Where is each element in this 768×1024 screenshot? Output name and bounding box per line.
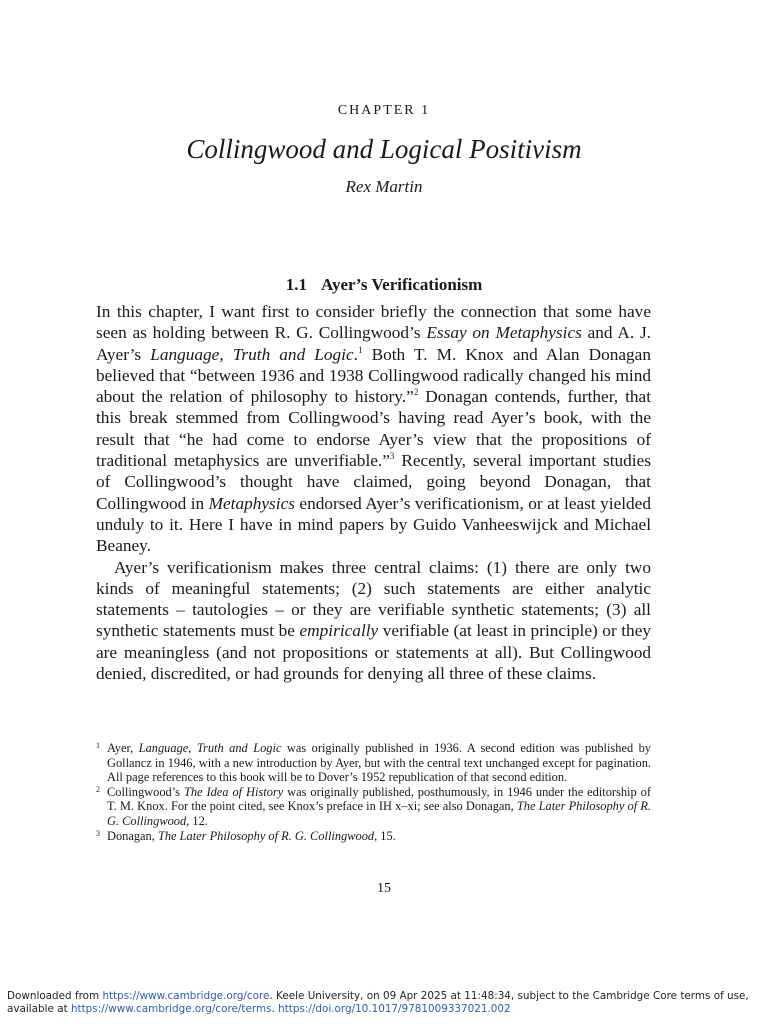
italic-title: The Idea of History xyxy=(183,784,284,799)
download-notice-line-1 xyxy=(7,990,767,1003)
footnote-ref-2[interactable]: 2 xyxy=(413,387,419,398)
footnote-2 xyxy=(96,785,651,829)
italic-title: Language, Truth and Logic xyxy=(138,741,282,755)
footnote-text: Collingwood’s xyxy=(107,784,184,799)
footnote-3 xyxy=(96,829,651,844)
download-notice xyxy=(7,990,767,1016)
footnote-text: , 12. xyxy=(186,813,208,828)
paragraph-text: endorsed Ayer’s verificationism, or at least yielded unduly to it. Here I have in mind papers by Guido Vanheeswijck and Michael Beaney. xyxy=(96,493,651,556)
paragraph-text: Recently, several important studies of Collingwood’s thought have claimed, going beyond Donagan, that Collingwood in xyxy=(96,451,651,513)
chapter-author: Rex Martin xyxy=(345,177,423,196)
paragraph-text: and A. J. Ayer’s xyxy=(96,323,651,364)
footnote-mark: 1 xyxy=(96,741,100,750)
italic-title: Metaphysics xyxy=(208,493,295,513)
footnote-text: Ayer, xyxy=(107,741,139,755)
section-title: Ayer’s Verificationism xyxy=(320,275,483,294)
footnote-text: , 15. xyxy=(374,828,396,843)
italic-title: Language, Truth and Logic xyxy=(150,344,354,364)
paragraph-text: Both T. M. Knox and Alan Donagan believed that “between 1936 and 1938 Collingwood radically changed his mind about the relation of philosophy to history.” xyxy=(96,344,651,407)
italic-title: Essay on Metaphysics xyxy=(426,323,582,343)
body-text xyxy=(96,301,651,684)
paragraph-text: Donagan contends, further, that this break stemmed from Collingwood’s having read Ayer’s book, with the result that “he had come to endorse Ayer’s view that the propositions of traditional metaphysics are unverifiable.” xyxy=(96,387,651,471)
italic-emphasis: empirically xyxy=(299,621,379,641)
italic-title: The Later Philosophy of R. G. Collingwood xyxy=(157,828,375,843)
paragraph-1 xyxy=(96,301,651,557)
paragraph-text: . xyxy=(353,344,358,364)
terms-link[interactable]: https://www.cambridge.org/core/terms xyxy=(70,1003,272,1015)
notice-text: available at xyxy=(7,1003,71,1015)
paragraph-2 xyxy=(96,557,651,685)
footnote-mark: 2 xyxy=(96,784,100,794)
footnote-1 xyxy=(96,741,651,785)
footnote-ref-3[interactable]: 3 xyxy=(389,451,395,462)
footnote-text: was originally published, posthumously, in 1946 under the editorship of T. M. Knox. For the point cited, see Knox’s preface in IH x–xi; see also Donagan, xyxy=(107,784,651,814)
footnote-ref-1[interactable]: 1 xyxy=(357,344,363,355)
chapter-title: Collingwood and Logical Positivism xyxy=(186,134,582,164)
doi-link[interactable]: https://doi.org/10.1017/9781009337021.002 xyxy=(278,1003,511,1015)
paragraph-text: verifiable (at least in principle) or they are meaningless (and not propositions or statements at all). But Collingwood denied, discredited, or had grounds for denying all three of these claims. xyxy=(96,621,652,684)
italic-title: The Later Philosophy of R. G. Collingwood xyxy=(107,799,651,828)
footnote-mark: 3 xyxy=(96,828,100,838)
notice-text: Downloaded from xyxy=(7,990,103,1002)
paragraph-text: In this chapter, I want first to consider briefly the connection that some have seen as holding between R. G. Collingwood’s xyxy=(96,302,651,343)
download-notice-line-2 xyxy=(7,1003,767,1016)
section-number: 1.1 xyxy=(285,275,307,294)
page-number: 15 xyxy=(377,881,391,896)
cambridge-core-link[interactable]: https://www.cambridge.org/core xyxy=(102,990,270,1002)
paragraph-text: Ayer’s verificationism makes three central claims: (1) there are only two kinds of meaningful statements; (2) such statements are either analytic statements – tautologies – or they are verifiable synthetic statements; (3) all synthetic statements must be xyxy=(96,557,651,641)
chapter-label: CHAPTER 1 xyxy=(337,103,431,118)
notice-text: . xyxy=(271,1003,279,1015)
footnote-text: Donagan, xyxy=(107,828,158,843)
section-heading xyxy=(0,275,768,295)
notice-text: . Keele University, on 09 Apr 2025 at 11:48:34, subject to the Cambridge Core terms of use, xyxy=(269,990,749,1002)
footnote-text: was originally published in 1936. A second edition was published by Gollancz in 1946, with a new introduction by Ayer, but with the central text unchanged except for pagination. All page references to this book will be to Dover’s 1952 republication of that second edition. xyxy=(107,741,651,785)
footnotes xyxy=(96,741,651,843)
